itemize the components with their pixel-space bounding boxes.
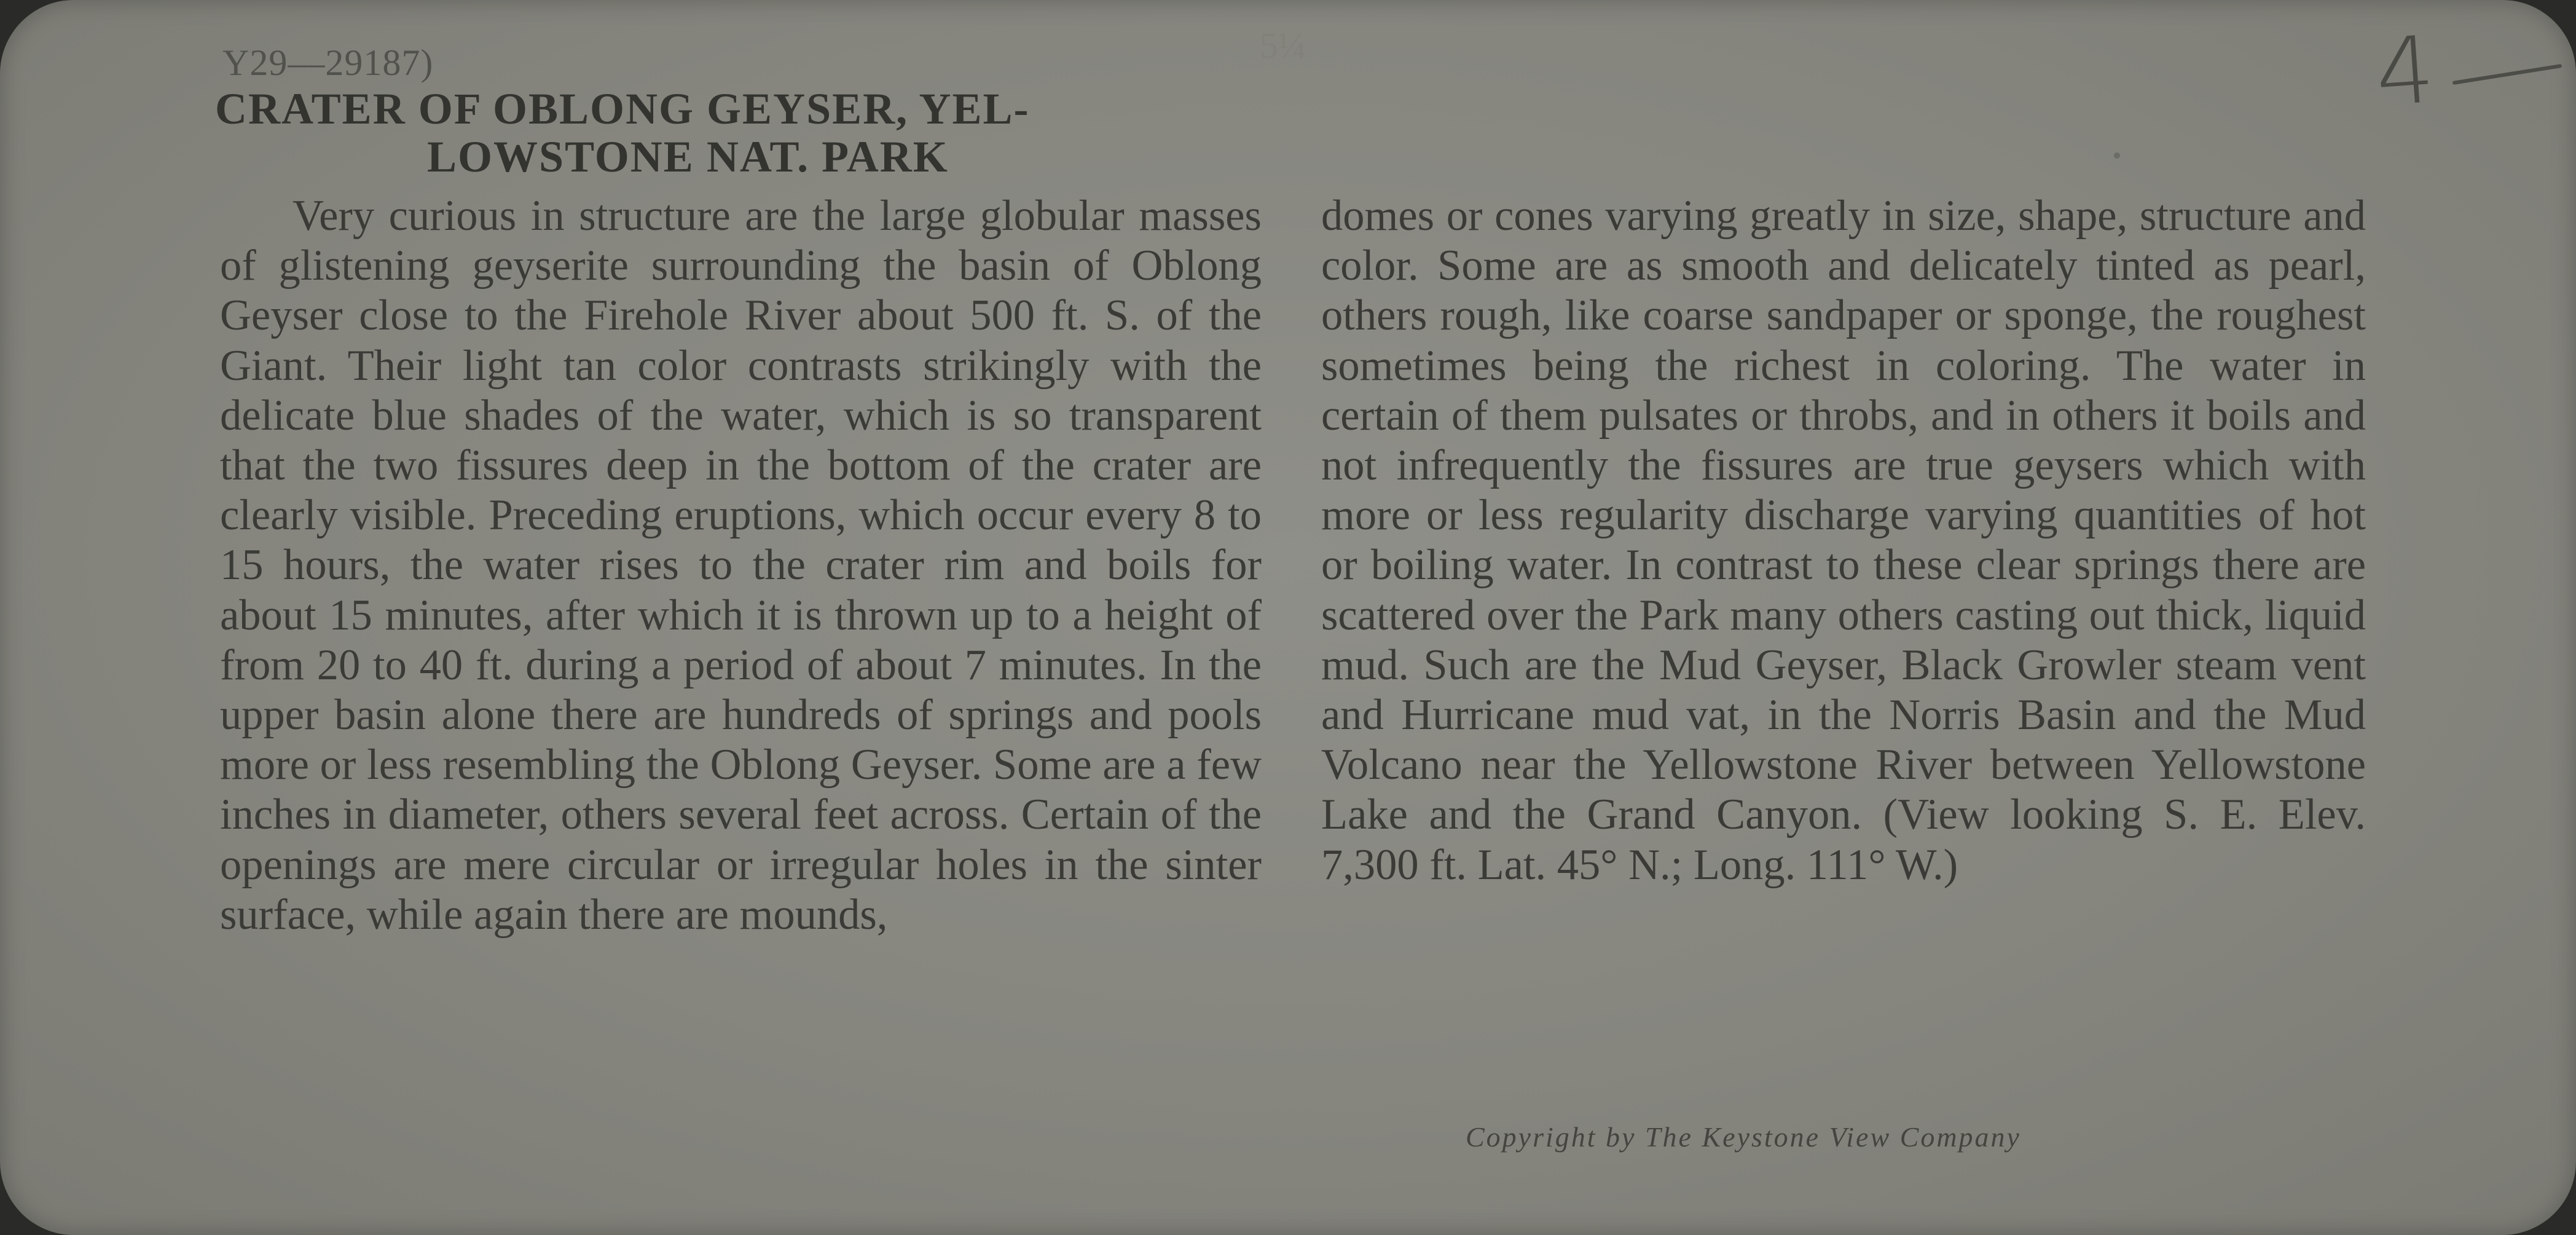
copyright-notice: Copyright by The Keystone View Company [1466, 1121, 2021, 1153]
faint-pencil-mark: 5¼ [1260, 25, 1306, 66]
description-right-column: domes or cones varying greatly in size, shape, structure and color. Some are as smooth and delicately tinted as pearl, others rough, like coarse sandpaper or sponge, the roughest sometimes being the richest in coloring. The water in certain of them pulsates or throbs, and in others it boils and not infrequently the fissures are true geysers which with more or less regularity discharge varying quantities of hot or boiling water. In contrast to these clear springs there are scattered over the Park many others casting out thick, liquid mud. Such are the Mud Geyser, Black Growler steam vent and Hurricane mud vat, in the Norris Basin and the Mud Volcano near the Yellowstone River between Yellowstone Lake and the Grand Canyon. (View looking S. E. Elev. 7,300 ft. Lat. 45° N.; Long. 111° W.) [1321, 192, 2366, 889]
catalog-number: Y29—29187) [222, 42, 434, 83]
title-line-1: CRATER OF OBLONG GEYSER, YEL- [215, 84, 1030, 133]
card-title [215, 85, 1260, 181]
pencil-stroke [2452, 64, 2562, 85]
title-line-2: LOWSTONE NAT. PARK [427, 132, 949, 181]
ink-dot [2114, 152, 2120, 159]
pencil-number: 4 [2372, 16, 2438, 128]
description-left-column: Very curious in structure are the large globular masses of glistening geyserite surrounding the basin of Oblong Geyser close to the Firehole River about 500 ft. S. of the Giant. Their light tan color contrasts strikingly with the delicate blue shades of the water, which is so transparent that the two fissures deep in the bottom of the crater are clearly visible. Preceding eruptions, which occur every 8 to 15 hours, the water rises to the crater rim and boils for about 15 minutes, after which it is thrown up to a height of from 20 to 40 ft. during a period of about 7 minutes. In the upper basin alone there are hundreds of springs and pools more or less resembling the Oblong Geyser. Some are a few inches in diameter, others several feet across. Certain of the openings are mere circular or irregular holes in the sinter surface, while again there are mounds, [220, 192, 1262, 939]
